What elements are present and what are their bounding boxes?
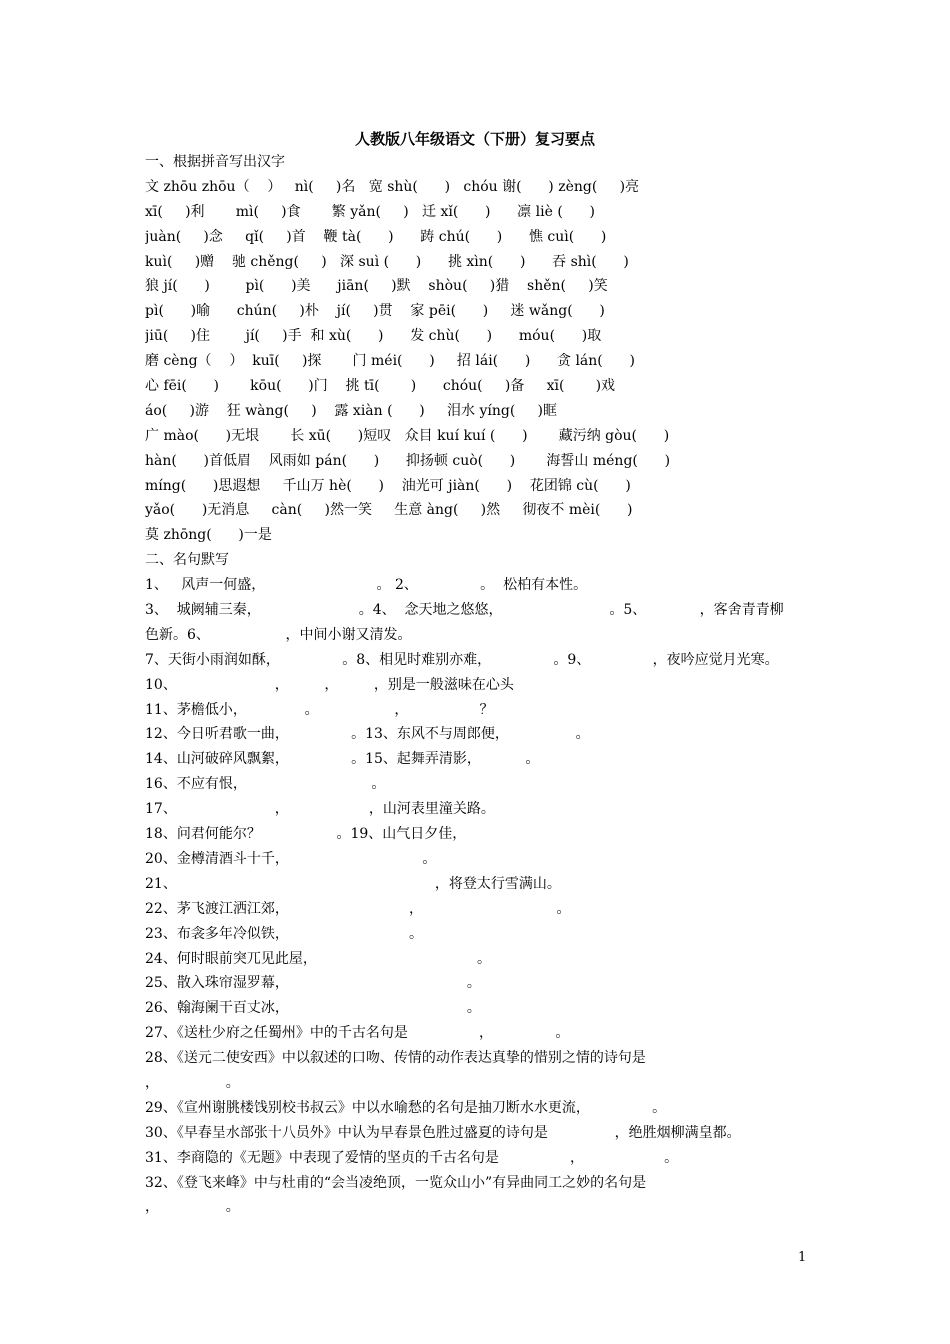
text-line: 24、何时眼前突兀见此屋， 。 (145, 950, 492, 967)
page-number: 1 (798, 1250, 807, 1265)
document-title: 人教版八年级语文（下册）复习要点 (354, 130, 595, 148)
text-line: 二、名句默写 (145, 552, 229, 569)
text-line: yǎo( )无消息 càn( )然一笑 生意 àng( )然 彻夜不 mèi( ) (145, 502, 633, 519)
text-line: 磨 cèng（ ） kuī( )探 门 méi( ) 招 lái( ) 贪 lán( ) (145, 353, 635, 370)
text-line: hàn( )首低眉 风雨如 pán( ) 抑扬顿 cuò( ) 海誓山 méng( ) (145, 452, 671, 469)
text-line: 16、不应有恨， 。 (145, 776, 386, 793)
text-line: 10、 ， ， ，别是一般滋味在心头 (145, 676, 514, 693)
text-line: kuì( )赠 驰 chěng( ) 深 suì ( ) 挑 xìn( ) 吞 shì( ) (145, 253, 629, 270)
text-line: pì( )喻 chún( )朴 jí( )贯 家 pēi( ) 迷 wǎng( ) (145, 303, 605, 320)
text-line: 26、翰海阑干百丈冰， 。 (145, 1000, 481, 1017)
text-line: 28、《送元二使安西》中以叙述的口吻、传情的动作表达真挚的惜别之情的诗句是 (145, 1050, 646, 1067)
text-line: 文 zhōu zhōu（ ） nì( )名 宽 shù( ) chóu 谢( ) zèng( )亮 (145, 178, 640, 195)
text-line: 莫 zhōng( )一是 (145, 527, 272, 544)
text-line: 一、根据拼音写出汉字 (145, 154, 285, 170)
text-line: 22、茅飞渡江洒江郊， ， 。 (145, 900, 571, 917)
text-line: 32、《登飞来峰》中与杜甫的“会当凌绝顶，一览众山小”有异曲同工之妙的名句是 (145, 1174, 647, 1191)
text-line: 23、布衾多年冷似铁， 。 (145, 925, 423, 942)
text-line: 11、茅檐低小， 。 ， ？ (145, 701, 494, 718)
text-line: 31、李商隐的《无题》中表现了爱情的坚贞的千古名句是 ， 。 (145, 1149, 679, 1166)
text-line: 21、 ，将登太行雪满山。 (145, 875, 561, 892)
text-line: 20、金樽清酒斗十千， 。 (145, 850, 437, 867)
text-line: 29、《宣州谢朓楼饯别校书叔云》中以水喻愁的名句是抽刀断水水更流， 。 (145, 1099, 667, 1116)
text-line: 心 fēi( ) kōu( )门 挑 tī( ) chóu( )备 xī( )戏 (145, 378, 616, 395)
text-line: xī( )利 mì( )食 繁 yǎn( ) 迁 xǐ( ) 凛 liè ( ) (145, 203, 595, 220)
text-line: 25、散入珠帘湿罗幕， 。 (145, 975, 481, 992)
text-line: 色新。6、 ，中间小谢又清发。 (145, 626, 412, 643)
text-line: 狼 jí( ) pì( )美 jiān( )默 shòu( )猎 shěn( )笑 (145, 278, 608, 295)
text-line: 广 mào( )无垠 长 xū( )短叹 众目 kuí kuí ( ) 藏污纳 gòu( ) (145, 427, 670, 444)
text-line: 17、 ， ，山河表里潼关路。 (145, 801, 495, 818)
text-line: 1、 风声一何盛， 。 2、 。 松柏有本性。 (145, 577, 588, 594)
text-line: 18、问君何能尔？ 。19、山气日夕佳， (145, 826, 467, 843)
text-line: 7、天街小雨润如酥， 。8、相见时难别亦难， 。9、 ，夜吟应觉月光寒。 (145, 651, 779, 668)
document-body (145, 150, 813, 1220)
text-line: ， 。 (145, 1074, 240, 1091)
text-line: áo( )游 狂 wàng( ) 露 xiàn ( ) 泪水 yíng( )眶 (145, 402, 557, 419)
text-line: 14、山河破碎风飘絮， 。15、起舞弄清影， 。 (145, 751, 540, 768)
text-line: 27、《送杜少府之任蜀州》中的千古名句是 ， 。 (145, 1025, 570, 1042)
text-line: jiū( )住 jí( )手 和 xù( ) 发 chù( ) móu( )取 (145, 328, 602, 345)
text-line: 12、今日听君歌一曲， 。13、东风不与周郎便， 。 (145, 726, 590, 743)
text-line: 30、《早春呈水部张十八员外》中认为早春景色胜过盛夏的诗句是 ，绝胜烟柳满皇都。 (145, 1124, 741, 1141)
text-line: juàn( )念 qǐ( )首 鞭 tà( ) 踌 chú( ) 憔 cuì( ) (145, 228, 607, 245)
text-line: 3、 城阙辅三秦， 。4、 念天地之悠悠， 。5、 ，客舍青青柳 (145, 602, 784, 619)
text-line: ， 。 (145, 1199, 240, 1216)
text-line: míng( )思遐想 千山万 hè( ) 油光可 jiàn( ) 花团锦 cù( ) (145, 477, 631, 494)
